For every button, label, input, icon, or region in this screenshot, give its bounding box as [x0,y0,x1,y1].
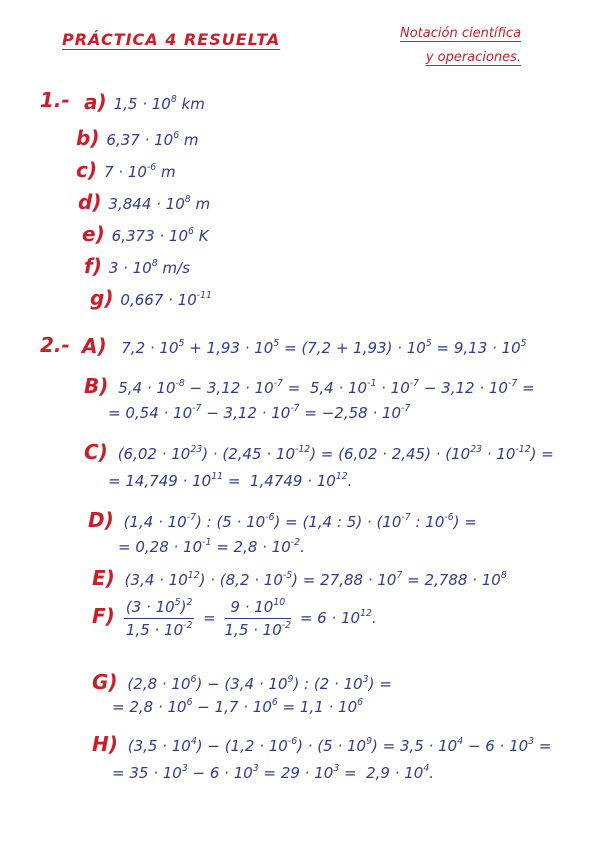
problem-a-letter: A) [82,334,107,358]
item-exponent: -11 [196,290,212,302]
item-unit: km [176,95,205,113]
section-1-item [84,90,205,114]
page-title: PRÁCTICA 4 RESUELTA [62,30,281,49]
problem-f-line-1: $\frac{(3 \cdot 10^5)^2}{1,5 \cdot 10^{-2}}$ = $\frac{9 \cdot 10^{10}}{1,5 \cdot 10^{-2}}$ = $6 \cdot 10^{12}$. [125,597,377,639]
topic-line-2: y operaciones. [425,50,522,65]
problem-d-letter: D) [88,508,114,532]
problem-f [92,598,377,639]
problem-d-line-2: = $0,28 \cdot 10^{-1} = 2,8 \cdot 10^{-2}$. [118,537,305,556]
item-exponent: 8 [151,258,158,270]
topic-label [400,22,521,70]
problem-b [84,374,535,398]
problem-c [84,440,554,464]
item-value: $6,37 \cdot 10^6$ m [106,130,199,149]
problem-h-line-1: $(3,5 \cdot 10^4) - (1,2 \cdot 10^{-6}) \cdot (5 \cdot 10^9) = 3,5 \cdot 10^4 - 6 \cdot 10^3$ = [122,736,552,755]
problem-c-letter: C) [84,440,108,464]
section-1-item [84,254,190,278]
item-letter: d) [78,190,109,214]
section-1-label: 1.- [40,88,70,112]
problem-d-line-1: $(1,4 \cdot 10^{-7})$ : $(5 \cdot 10^{-6}) = (1,4$ : $5) \cdot (10^{-7}$ : $10^{-6}$) = [118,512,477,531]
item-value: $0,667 \cdot 10^{-11}$ [120,290,212,309]
problem-h-letter: H) [92,732,118,756]
fraction-2: $\frac{9 \cdot 10^{10}}{1,5 \cdot 10^{-2}}$ [224,597,292,639]
section-1-item [76,126,199,150]
item-exponent: 6 [188,226,194,238]
item-unit: m [190,195,211,213]
item-exponent: -6 [146,162,157,174]
section-2-label: 2.- [40,333,70,357]
problem-g-line-1: $(2,8 \cdot 10^6) - (3,4 \cdot 10^9)$ : $(2 \cdot 10^3)$ = [122,674,392,693]
problem-b-line-2: = $0,54 \cdot 10^{-7} - 3,12 \cdot 10^{-7} = -2,58 \cdot 10^{-7}$ [108,403,411,422]
problem-g-line-2: = $2,8 \cdot 10^6 - 1,7 \cdot 10^6 = 1,1 \cdot 10^6$ [112,697,364,716]
topic-line-1: Notación científica [400,26,522,41]
section-1-item [82,222,209,246]
item-letter: a) [84,90,114,114]
item-unit: m [156,163,176,181]
problem-c-line-2: = $14,749 \cdot 10^{11} = 1,4749 \cdot 10^{12}$. [108,471,353,490]
item-letter: g) [90,286,121,310]
problem-h-line-2: = $35 \cdot 10^3 - 6 \cdot 10^3 = 29 \cdot 10^3 = 2,9 \cdot 10^4$. [112,763,435,782]
problem-e-line-1: $(3,4 \cdot 10^{12}) \cdot (8,2 \cdot 10^{-5}) = 27,88 \cdot 10^7 = 2,788 \cdot 10^8$ [119,570,507,589]
item-letter: f) [84,254,109,278]
item-value: $7 \cdot 10^{-6}$ m [103,162,176,181]
problem-b-letter: B) [84,374,109,398]
item-unit: K [193,227,209,245]
problem-a-line-1: $7,2 \cdot 10^5 + 1,93 \cdot 10^5 = (7,2 + 1,93) \cdot 10^5 = 9,13 \cdot 10^5$ [111,338,527,357]
item-value: $6,373 \cdot 10^6$ K [111,226,209,245]
item-unit: m/s [157,259,190,277]
section-1-item [90,286,212,310]
problem-h [92,732,551,756]
item-exponent: 8 [184,194,191,206]
section-1-item [76,158,176,182]
problem-g-letter: G) [92,670,118,694]
problem-e [92,566,507,590]
section-1-item [78,190,210,214]
item-unit: m [179,131,199,149]
problem-f-letter: F) [92,604,115,628]
problem-b-line-1: $5,4 \cdot 10^{-8} - 3,12 \cdot 10^{-7} = 5,4 \cdot 10^{-1} \cdot 10^{-7} - 3,12 \cdot 10^{-7}$ = [113,378,535,397]
item-letter: e) [82,222,112,246]
item-value: $1,5 \cdot 10^8$ km [113,94,205,113]
item-letter: b) [76,126,107,150]
item-exponent: 6 [173,130,180,142]
item-exponent: 8 [170,94,177,106]
problem-a [82,334,527,358]
problem-c-line-1: $(6,02 \cdot 10^{23}) \cdot (2,45 \cdot 10^{-12}) = (6,02 \cdot 2,45) \cdot (10^{23} \cdot 10^{-12})$ = [112,444,554,463]
item-value: $3,844 \cdot 10^8$ m [108,194,211,213]
problem-d [88,508,477,532]
problem-g [92,670,392,694]
fraction-1: $\frac{(3 \cdot 10^5)^2}{1,5 \cdot 10^{-2}}$ [125,597,193,639]
item-letter: c) [76,158,104,182]
item-value: $3 \cdot 10^8$ m/s [108,258,190,277]
problem-e-letter: E) [92,566,115,590]
